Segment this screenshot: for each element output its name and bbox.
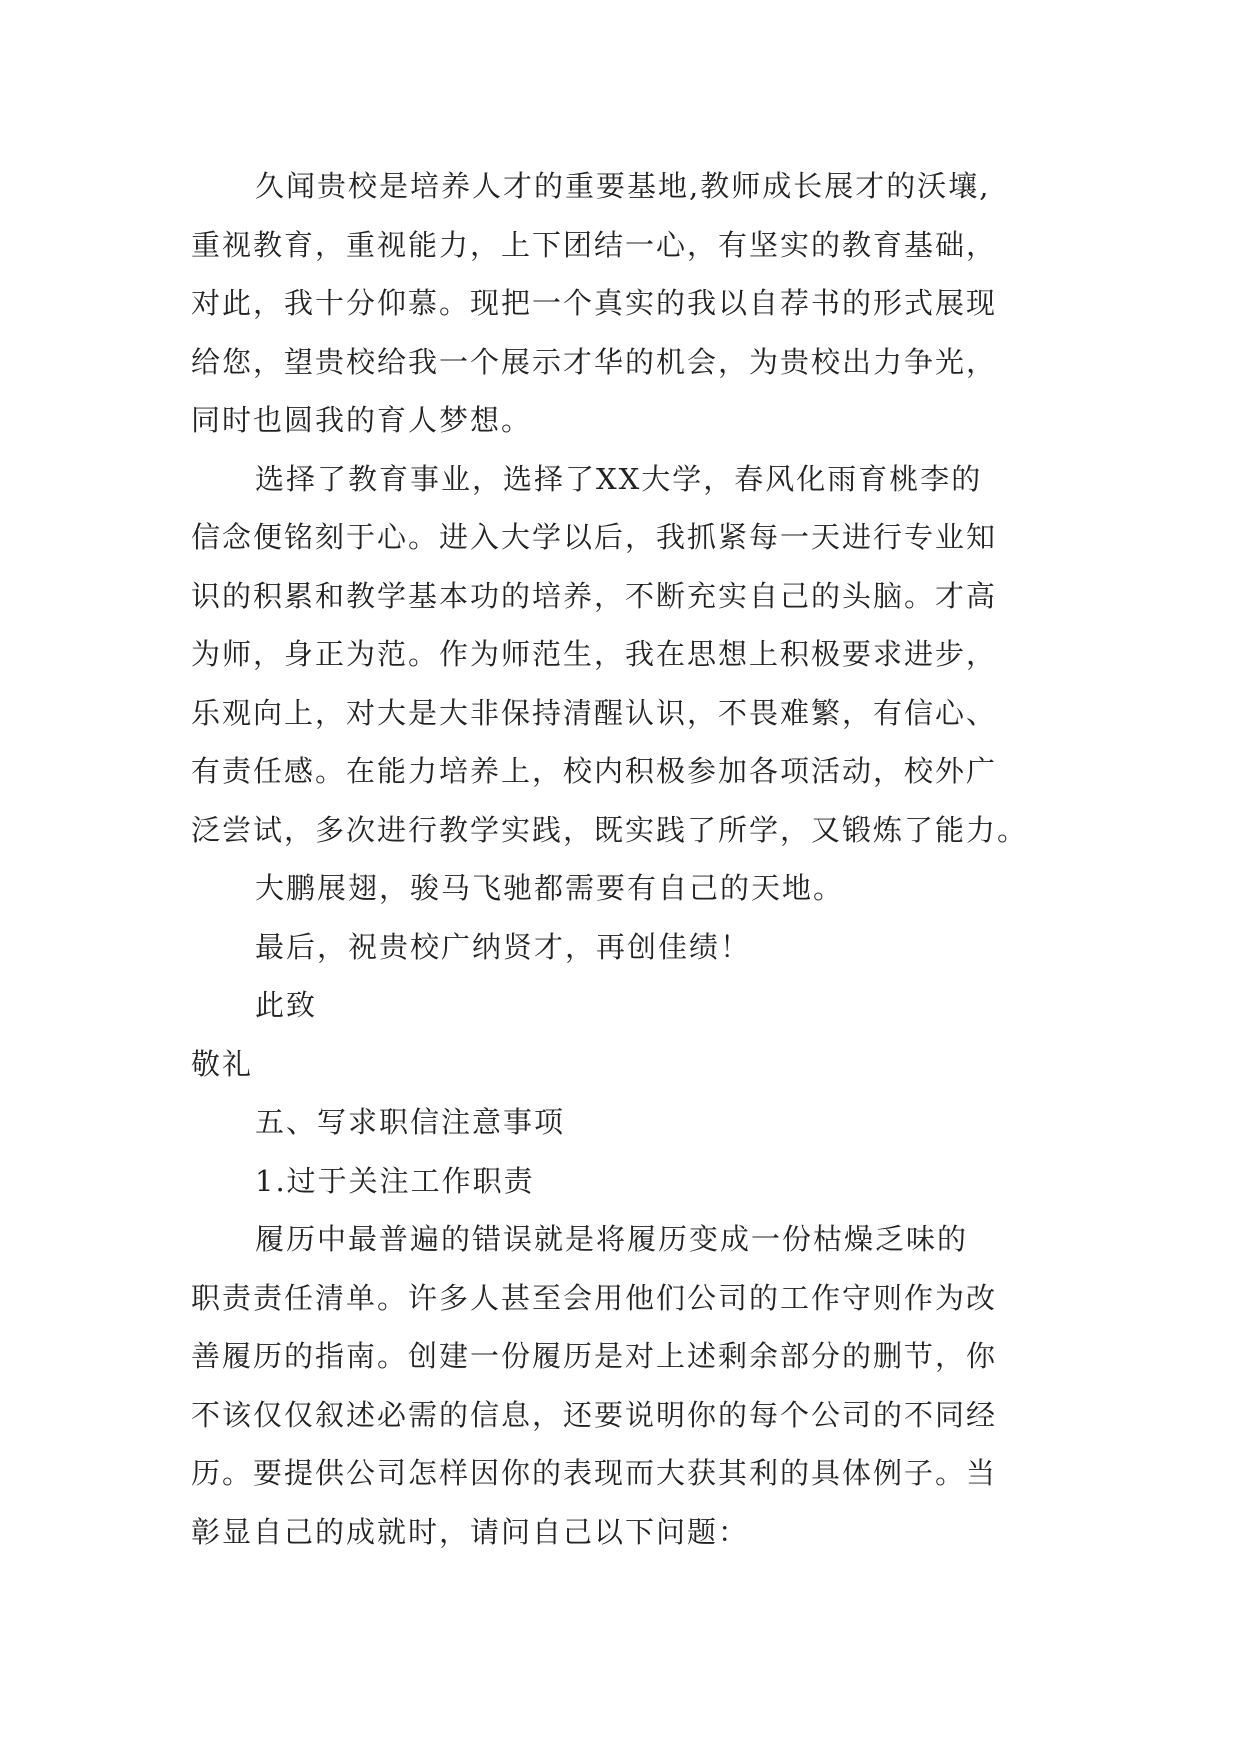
subsection-heading: 1.过于关注工作职责 bbox=[255, 1163, 535, 1198]
paragraph-line: 同时也圆我的育人梦想。 bbox=[191, 403, 533, 437]
document-body bbox=[191, 157, 1071, 1561]
paragraph-line: 大鹏展翅，骏马飞驰都需要有自己的天地。 bbox=[255, 871, 845, 905]
closing-line: 此致 bbox=[255, 988, 318, 1022]
paragraph-line: 信念便铭刻于心。进入大学以后，我抓紧每一天进行专业知 bbox=[191, 520, 998, 554]
paragraph-line: 职责责任清单。许多人甚至会用他们公司的工作守则作为改 bbox=[191, 1280, 998, 1315]
paragraph-line: 彰显自己的成就时，请问自己以下问题： bbox=[191, 1514, 750, 1549]
paragraph-line: 重视教育，重视能力，上下团结一心，有坚实的教育基础， bbox=[191, 227, 998, 262]
paragraph-line: 对此，我十分仰慕。现把一个真实的我以自荐书的形式展现 bbox=[191, 286, 998, 320]
section-heading: 五、写求职信注意事项 bbox=[255, 1105, 566, 1139]
paragraph-line: 善履历的指南。创建一份履历是对上述剩余部分的删节，你 bbox=[191, 1339, 998, 1373]
paragraph-line: 为师，身正为范。作为师范生，我在思想上积极要求进步， bbox=[191, 637, 998, 671]
paragraph-line: 不该仅仅叙述必需的信息，还要说明你的每个公司的不同经 bbox=[191, 1397, 998, 1432]
paragraph-line: 久闻贵校是培养人才的重要基地,教师成长展才的沃壤, bbox=[255, 169, 991, 203]
paragraph-line: 履历中最普遍的错误就是将履历变成一份枯燥乏味的 bbox=[255, 1222, 969, 1256]
paragraph-line: 乐观向上，对大是大非保持清醒认识，不畏难繁，有信心、 bbox=[191, 695, 998, 730]
paragraph-line: 选择了教育事业，选择了XX大学，春风化雨育桃李的 bbox=[255, 461, 983, 496]
paragraph-line: 泛尝试，多次进行教学实践，既实践了所学，又锻炼了能力。 bbox=[191, 812, 1029, 847]
paragraph-line: 最后，祝贵校广纳贤才，再创佳绩！ bbox=[255, 929, 752, 964]
paragraph-line: 识的积累和教学基本功的培养，不断充实自己的头脑。才高 bbox=[191, 578, 998, 613]
paragraph-line: 历。要提供公司怎样因你的表现而大获其利的具体例子。当 bbox=[191, 1456, 998, 1490]
paragraph-line: 有责任感。在能力培养上，校内积极参加各项活动，校外广 bbox=[191, 754, 998, 788]
closing-line: 敬礼 bbox=[191, 1046, 254, 1081]
paragraph-line: 给您，望贵校给我一个展示才华的机会，为贵校出力争光， bbox=[191, 344, 998, 379]
